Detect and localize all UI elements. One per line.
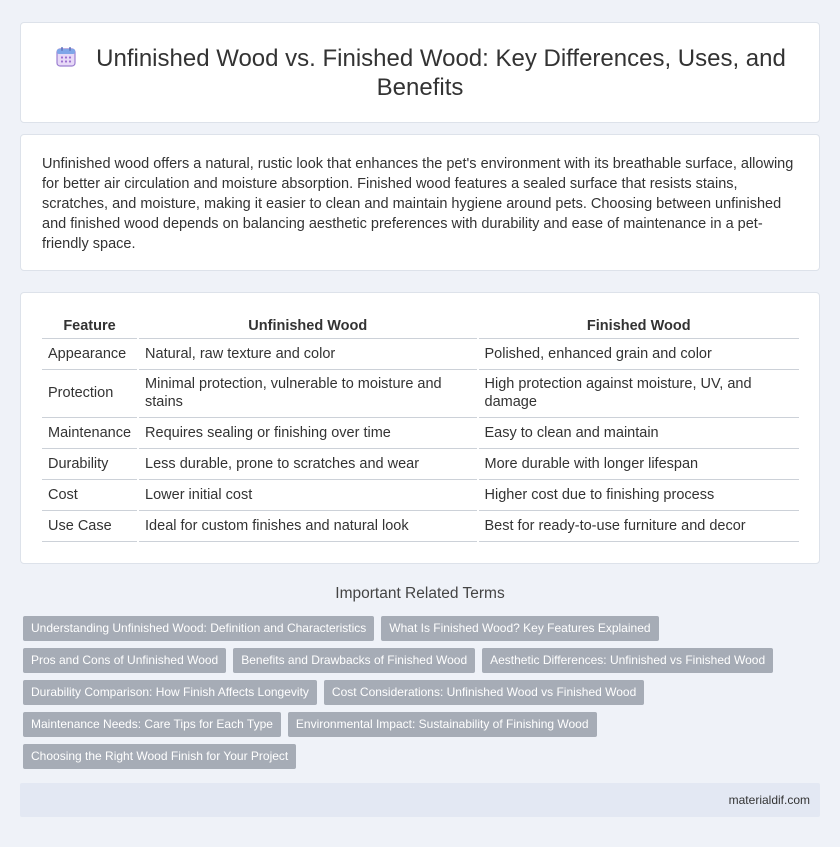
table-row	[42, 479, 799, 510]
table-cell: Minimal protection, vulnerable to moisture and stains	[138, 369, 477, 417]
tag-row	[23, 616, 803, 641]
table-cell: Natural, raw texture and color	[138, 338, 477, 369]
related-term-tag[interactable]: Cost Considerations: Unfinished Wood vs Finished Wood	[324, 680, 644, 705]
table-row	[42, 369, 799, 417]
tag-row	[23, 712, 803, 737]
summary-text: Unfinished wood offers a natural, rustic look that enhances the pet's environment with its breathable surface, allowing for better air circulation and moisture absorption. Finished wood features a sealed surface that resists stains, scratches, and moisture, making it easier to clean and maintain hygiene around pets. Choosing between unfinished and finished wood depends on balancing aesthetic preferences with durability and ease of maintenance in a pet-friendly space.	[42, 156, 794, 252]
table-cell: Lower initial cost	[138, 479, 477, 510]
related-term-tag[interactable]: Choosing the Right Wood Finish for Your Project	[23, 744, 296, 769]
tag-row	[23, 648, 803, 673]
page-title	[51, 44, 789, 102]
summary-card	[20, 134, 820, 271]
tag-row	[23, 744, 803, 769]
table-cell: Use Case	[42, 510, 138, 541]
table-cell: Protection	[42, 369, 138, 417]
footer	[20, 783, 820, 817]
comparison-table-card	[20, 292, 820, 564]
related-terms-list	[23, 616, 803, 776]
column-header: Finished Wood	[478, 315, 800, 338]
table-cell: Less durable, prone to scratches and wear	[138, 448, 477, 479]
related-term-tag[interactable]: What Is Finished Wood? Key Features Explained	[381, 616, 658, 641]
tag-row	[23, 680, 803, 705]
table-row	[42, 417, 799, 448]
related-term-tag[interactable]: Environmental Impact: Sustainability of Finishing Wood	[288, 712, 597, 737]
related-term-tag[interactable]: Maintenance Needs: Care Tips for Each Type	[23, 712, 281, 737]
column-header: Feature	[42, 315, 138, 338]
column-header: Unfinished Wood	[138, 315, 477, 338]
table-cell: Requires sealing or finishing over time	[138, 417, 477, 448]
table-cell: High protection against moisture, UV, and damage	[478, 369, 800, 417]
table-cell: Cost	[42, 479, 138, 510]
table-cell: Best for ready-to-use furniture and decor	[478, 510, 800, 541]
table-row	[42, 510, 799, 541]
related-terms-heading: Important Related Terms	[335, 585, 505, 602]
table-cell: Higher cost due to finishing process	[478, 479, 800, 510]
table-header-row	[42, 315, 799, 338]
related-term-tag[interactable]: Aesthetic Differences: Unfinished vs Finished Wood	[482, 648, 773, 673]
page-title-text: Unfinished Wood vs. Finished Wood: Key Differences, Uses, and Benefits	[96, 45, 786, 101]
table-cell: Appearance	[42, 338, 138, 369]
table-row	[42, 448, 799, 479]
related-term-tag[interactable]: Understanding Unfinished Wood: Definition and Characteristics	[23, 616, 374, 641]
related-term-tag[interactable]: Durability Comparison: How Finish Affects Longevity	[23, 680, 317, 705]
comparison-table	[42, 315, 799, 542]
calendar-icon	[54, 45, 78, 69]
related-term-tag[interactable]: Pros and Cons of Unfinished Wood	[23, 648, 226, 673]
related-term-tag[interactable]: Benefits and Drawbacks of Finished Wood	[233, 648, 475, 673]
table-row	[42, 338, 799, 369]
title-card	[20, 22, 820, 123]
table-cell: More durable with longer lifespan	[478, 448, 800, 479]
table-cell: Maintenance	[42, 417, 138, 448]
footer-site-link[interactable]: materialdif.com	[728, 793, 810, 807]
table-cell: Polished, enhanced grain and color	[478, 338, 800, 369]
table-cell: Ideal for custom finishes and natural look	[138, 510, 477, 541]
table-cell: Easy to clean and maintain	[478, 417, 800, 448]
table-cell: Durability	[42, 448, 138, 479]
